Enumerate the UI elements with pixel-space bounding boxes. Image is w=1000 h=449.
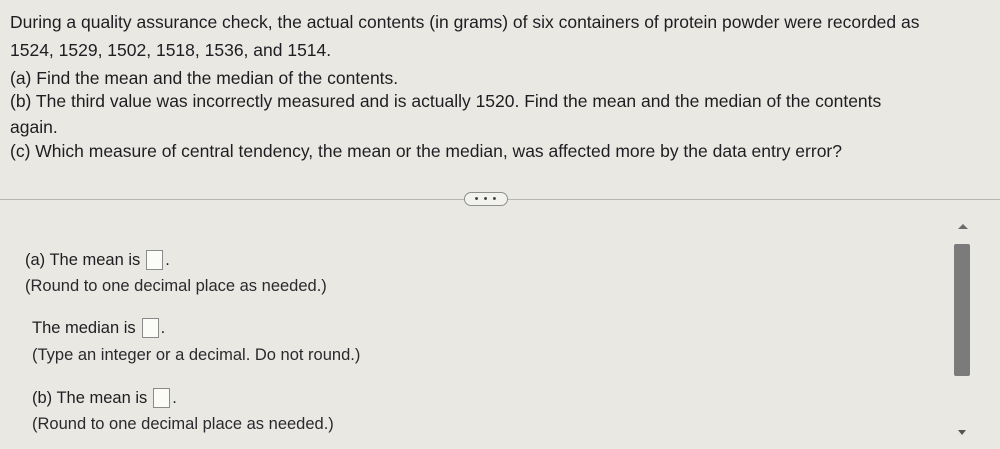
answer-a-median-hint: (Type an integer or a decimal. Do not round.) xyxy=(32,346,361,364)
answer-b-mean-label: (b) The mean is xyxy=(32,388,148,407)
answer-a-median-period: . xyxy=(160,318,166,337)
answer-b-mean-input[interactable] xyxy=(153,388,170,408)
question-line-1: During a quality assurance check, the actual contents (in grams) of six containers of protein powder were recorded as xyxy=(10,12,920,32)
answer-a-mean-hint: (Round to one decimal place as needed.) xyxy=(25,277,327,295)
answer-a-mean-input[interactable] xyxy=(146,250,163,270)
question-part-b: (b) The third value was incorrectly measured and is actually 1520. Find the mean and the median of the contents xyxy=(10,91,882,111)
ellipsis-icon: • • • xyxy=(474,192,498,205)
answer-b-mean-hint: (Round to one decimal place as needed.) xyxy=(32,415,334,433)
answer-a-mean-row xyxy=(25,250,170,270)
question-part-b-cont: again. xyxy=(10,117,58,137)
question-line-2: 1524, 1529, 1502, 1518, 1536, and 1514. xyxy=(10,40,332,60)
answer-a-mean-period: . xyxy=(165,250,170,269)
scroll-thumb[interactable] xyxy=(954,244,970,376)
scroll-down-arrow-icon[interactable] xyxy=(958,430,966,435)
vertical-scrollbar[interactable] xyxy=(953,222,975,449)
question-part-c: (c) Which measure of central tendency, the mean or the median, was affected more by the data entry error? xyxy=(10,141,842,161)
expand-more-button[interactable] xyxy=(464,192,508,206)
answer-a-mean-label: (a) The mean is xyxy=(25,250,141,269)
answer-b-mean-row xyxy=(32,388,177,408)
answer-b-mean-period: . xyxy=(172,388,177,407)
scroll-up-arrow-icon[interactable] xyxy=(958,224,968,229)
question-part-a: (a) Find the mean and the median of the contents. xyxy=(10,68,399,88)
answer-a-median-input[interactable] xyxy=(142,318,159,338)
answer-a-median-label: The median is xyxy=(32,318,136,337)
answer-a-median-row xyxy=(32,318,165,338)
